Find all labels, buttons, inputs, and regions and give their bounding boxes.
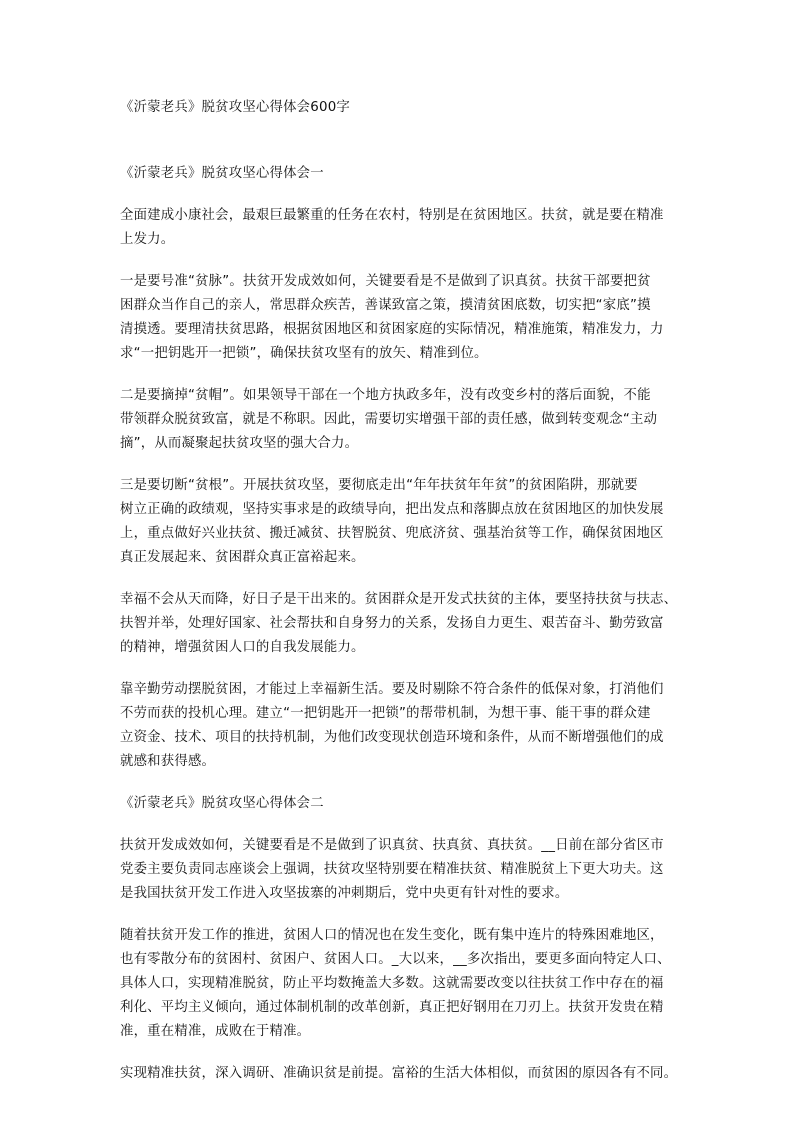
- text-line: 树立正确的政绩观，坚持实事求是的政绩导向，把出发点和落脚点放在贫困地区的加快发展: [120, 502, 664, 517]
- text-line: 的精神，增强贫困人口的自我发展能力。: [120, 640, 365, 655]
- text-line: 随着扶贫开发工作的推进，贫困人口的情况也在发生变化，既有集中连片的特殊困难地区，: [120, 928, 664, 943]
- text-line: 全面建成小康社会，最艰巨最繁重的任务在农村，特别是在贫困地区。扶贫，就是要在精准: [120, 208, 664, 223]
- text-line: 摘”，从而凝聚起扶贫攻坚的强大合力。: [120, 436, 359, 451]
- text-line: 幸福不会从天而降，好日子是干出来的。贫困群众是开发式扶贫的主体，要坚持扶贫与扶志、: [120, 592, 678, 607]
- paragraph: [120, 270, 680, 366]
- text-line: 困群众当作自己的亲人，常思群众疾苦，善谋致富之策，摸清贫困底数，切实把“家底”摸: [120, 298, 651, 313]
- text-line: 上发力。: [120, 232, 175, 247]
- document-title: 《沂蒙老兵》脱贫攻坚心得体会600字: [120, 100, 351, 115]
- text-line: 就感和获得感。: [120, 754, 216, 769]
- paragraph: [120, 384, 680, 456]
- spacer: [120, 1044, 680, 1062]
- spacer: [120, 906, 680, 924]
- text-line: 扶智并举，处理好国家、社会帮扶和自身努力的关系，发扬自力更生、艰苦奋斗、勤劳致富: [120, 616, 664, 631]
- spacer: [120, 816, 680, 834]
- section-heading: [120, 792, 680, 816]
- text-line: 也有零散分布的贫困村、贫困户、贫困人口。_大以来，__多次指出，要更多面向特定人口、: [120, 952, 671, 967]
- spacer: [120, 660, 680, 678]
- spacer: [120, 252, 680, 270]
- paragraph: [120, 588, 680, 660]
- spacer: [120, 186, 680, 204]
- text-line: 党委主要负责同志座谈会上强调，扶贫攻坚特别要在精准扶贫、精准脱贫上下更大功夫。这: [120, 862, 664, 877]
- paragraph: [120, 924, 680, 1044]
- section-heading: [120, 162, 680, 186]
- text-line: 靠辛勤劳动摆脱贫困，才能过上幸福新生活。要及时剔除不符合条件的低保对象，打消他们: [120, 682, 664, 697]
- spacer: [120, 366, 680, 384]
- text-line: 上，重点做好兴业扶贫、搬迁减贫、扶智脱贫、兜底济贫、强基治贫等工作，确保贫困地区: [120, 526, 664, 541]
- spacer: [120, 774, 680, 792]
- document-body: [120, 162, 680, 1086]
- text-line: 实现精准扶贫，深入调研、准确识贫是前提。富裕的生活大体相似，而贫困的原因各有不同。: [120, 1066, 678, 1081]
- spacer: [120, 570, 680, 588]
- text-line: 《沂蒙老兵》脱贫攻坚心得体会一: [120, 166, 324, 181]
- text-line: 扶贫开发成效如何，关键要看是不是做到了识真贫、扶真贫、真扶贫。__日前在部分省区市: [120, 838, 664, 853]
- spacer: [120, 456, 680, 474]
- paragraph: [120, 834, 680, 906]
- text-line: 《沂蒙老兵》脱贫攻坚心得体会二: [120, 796, 324, 811]
- spacer: [120, 120, 680, 162]
- text-line: 三是要切断“贫根”。开展扶贫攻坚，要彻底走出“年年扶贫年年贫”的贫困陷阱，那就要: [120, 478, 638, 493]
- text-line: 利化、平均主义倾向，通过体制机制的改革创新，真正把好钢用在刀刃上。扶贫开发贵在精: [120, 1000, 664, 1015]
- text-line: 立资金、技术、项目的扶持机制，为他们改变现状创造环境和条件，从而不断增强他们的成: [120, 730, 664, 745]
- paragraph: [120, 1062, 680, 1086]
- text-line: 不劳而获的投机心理。建立“一把钥匙开一把锁”的帮带机制，为想干事、能干事的群众建: [120, 706, 651, 721]
- text-line: 真正发展起来、贫困群众真正富裕起来。: [120, 550, 365, 565]
- paragraph: [120, 678, 680, 774]
- text-line: 二是要摘掉“贫帽”。如果领导干部在一个地方执政多年，没有改变乡村的落后面貌，不能: [120, 388, 651, 403]
- text-line: 带领群众脱贫致富，就是不称职。因此，需要切实增强干部的责任感，做到转变观念“主动: [120, 412, 658, 427]
- text-line: 求“一把钥匙开一把锁”，确保扶贫攻坚有的放矢、精准到位。: [120, 346, 488, 361]
- document-page: [120, 96, 680, 1086]
- paragraph: [120, 204, 680, 252]
- text-line: 具体人口，实现精准脱贫，防止平均数掩盖大多数。这就需要改变以往扶贫工作中存在的福: [120, 976, 664, 991]
- text-line: 准，重在精准，成败在于精准。: [120, 1024, 311, 1039]
- text-line: 一是要号准“贫脉”。扶贫开发成效如何，关键要看是不是做到了识真贫。扶贫干部要把贫: [120, 274, 651, 289]
- text-line: 清摸透。要理清扶贫思路，根据贫困地区和贫困家庭的实际情况，精准施策，精准发力，力: [120, 322, 664, 337]
- paragraph: [120, 474, 680, 570]
- text-line: 是我国扶贫开发工作进入攻坚拔寨的冲刺期后，党中央更有针对性的要求。: [120, 886, 569, 901]
